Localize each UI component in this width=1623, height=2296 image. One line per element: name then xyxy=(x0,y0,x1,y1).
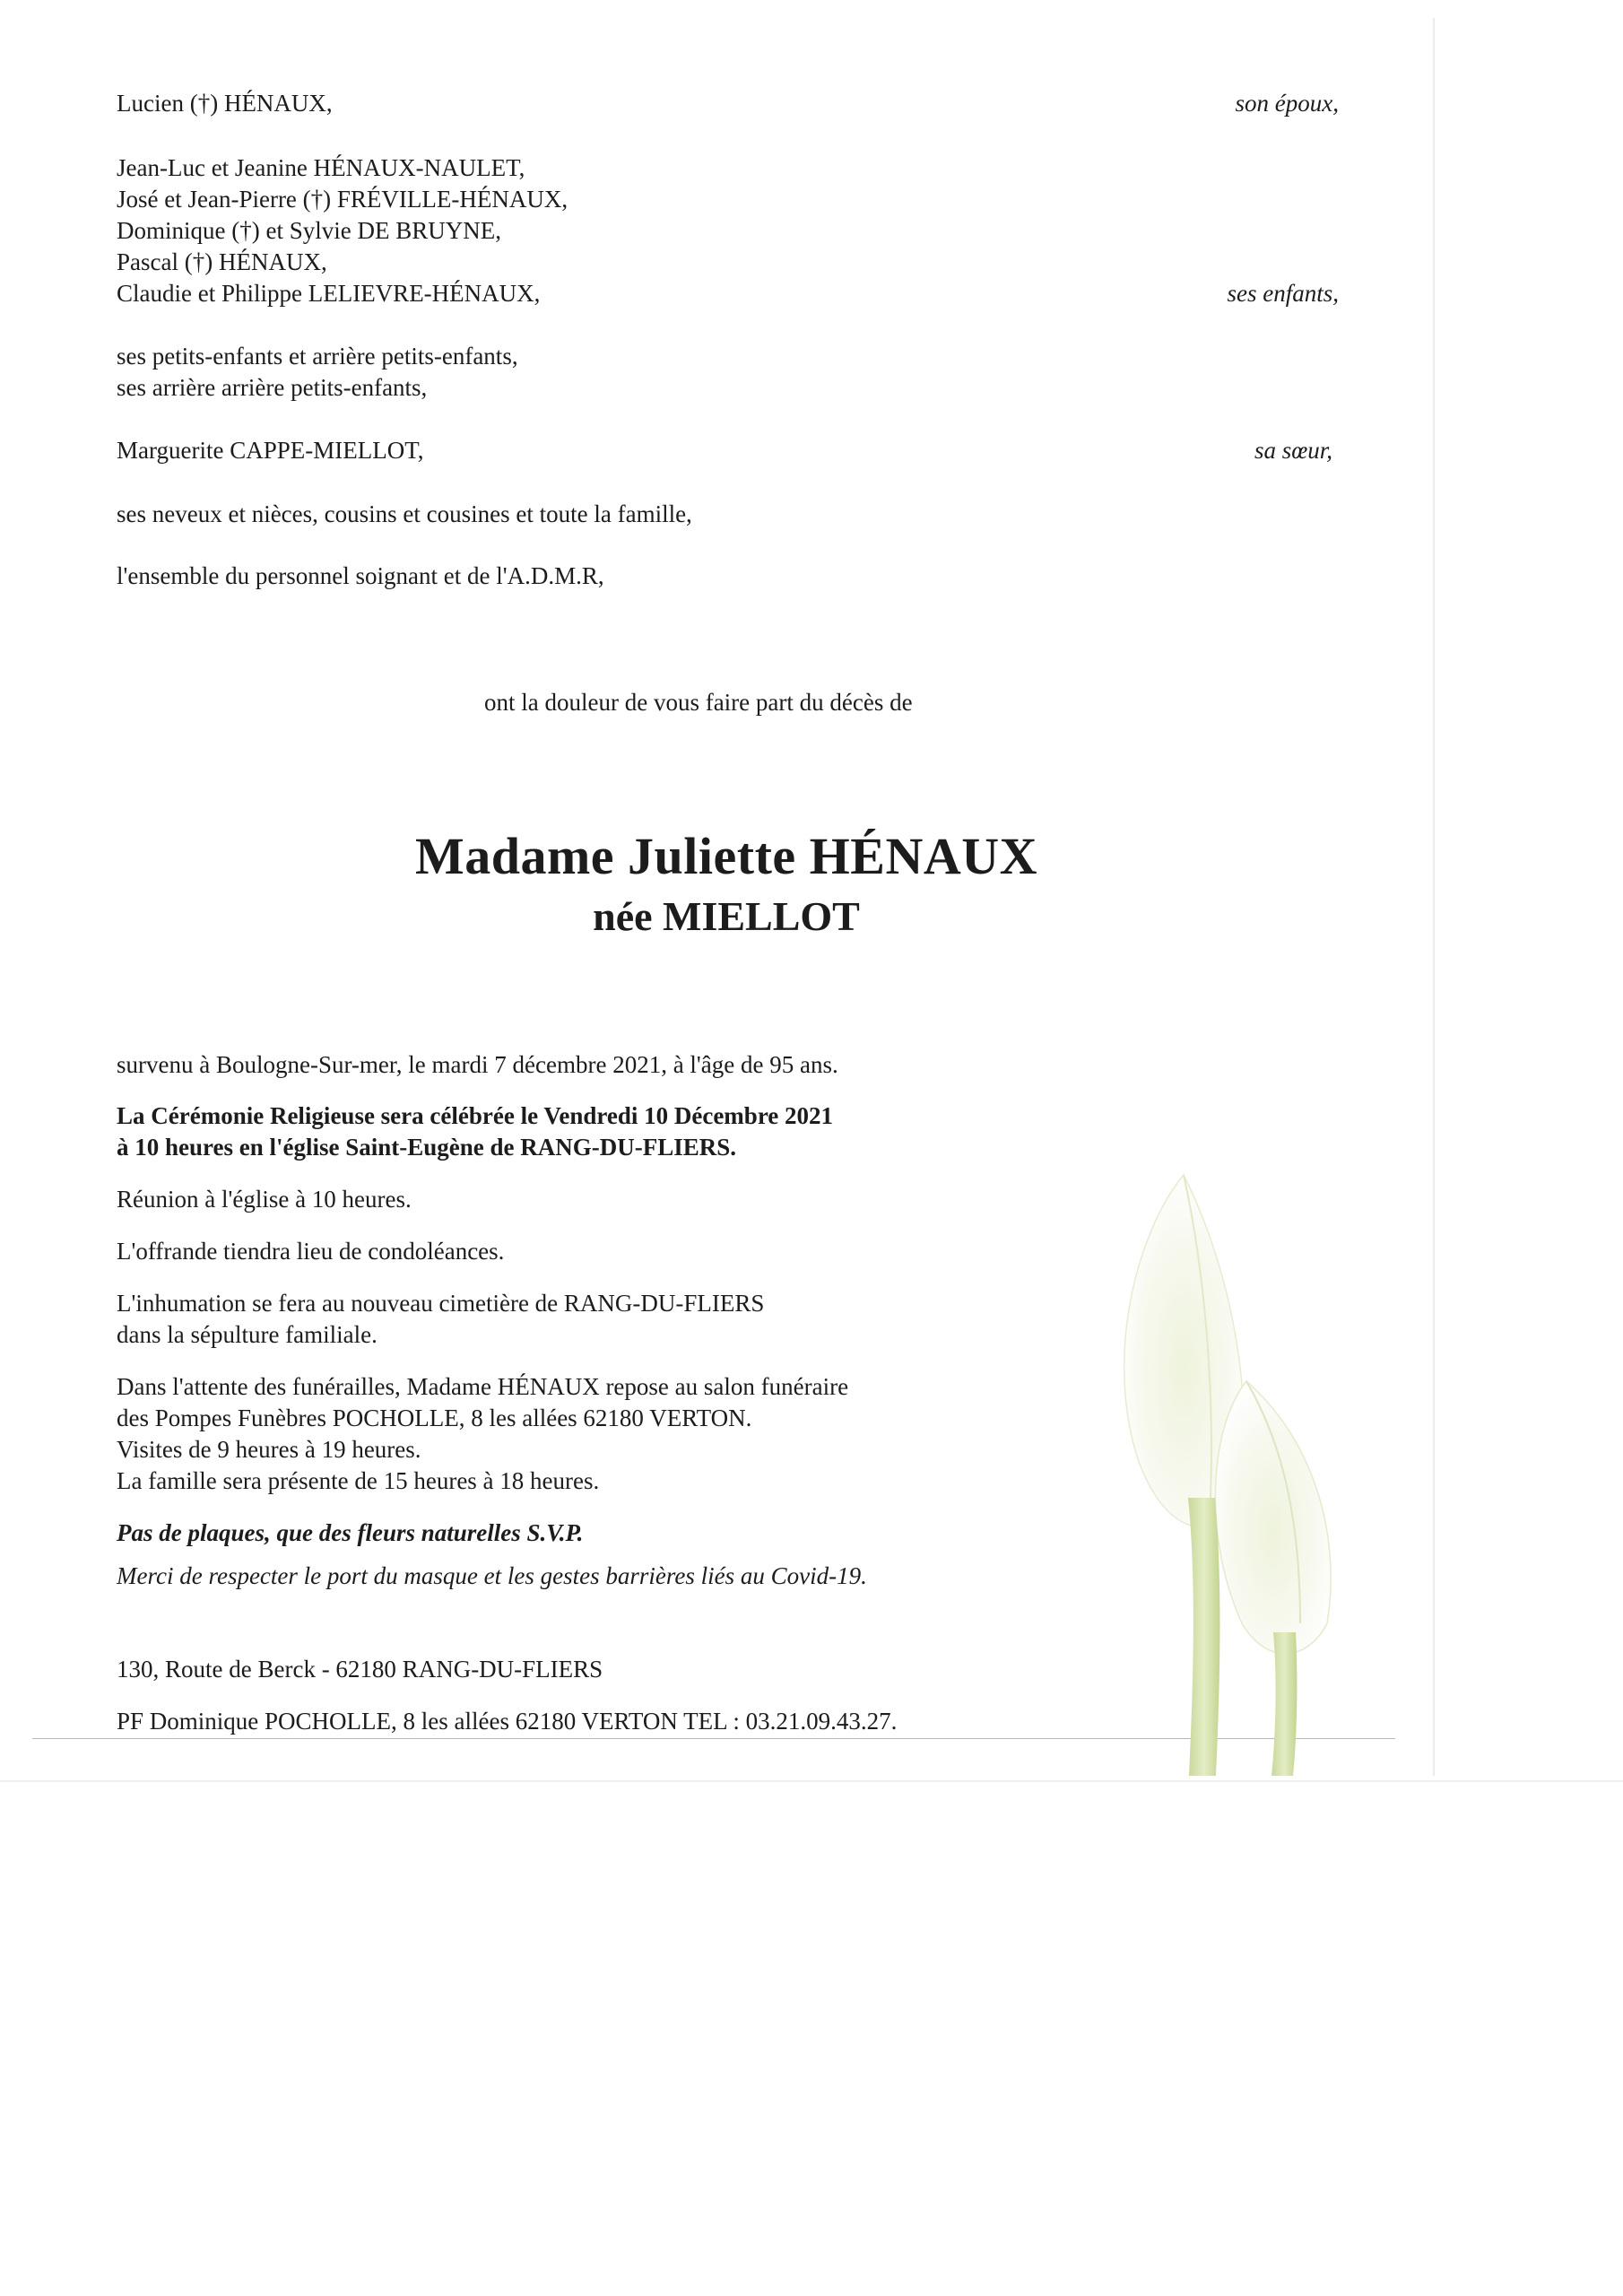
wake-line: La famille sera présente de 15 heures à 18 heures. xyxy=(117,1467,600,1494)
staff-line: l'ensemble du personnel soignant et de l'A.D.M.R, xyxy=(117,562,604,589)
burial-line: L'inhumation se fera au nouveau cimetière de RANG-DU-FLIERS xyxy=(117,1290,765,1317)
spouse-name: Lucien (†) HÉNAUX, xyxy=(117,90,333,117)
offering-line: L'offrande tiendra lieu de condoléances. xyxy=(117,1238,505,1265)
spouse-role: son époux, xyxy=(1235,90,1339,117)
relatives-line: ses neveux et nièces, cousins et cousines et toute la famille, xyxy=(117,500,692,527)
deceased-name: Madame Juliette HÉNAUX xyxy=(414,827,1037,885)
paper-fold-horizontal xyxy=(0,1780,1623,1782)
grandchildren-line: ses petits-enfants et arrière petits-enfants, xyxy=(117,343,518,370)
child-line: Claudie et Philippe LELIEVRE-HÉNAUX, xyxy=(117,280,541,307)
wake-line: Dans l'attente des funérailles, Madame HÉNAUX repose au salon funéraire xyxy=(117,1373,849,1400)
ceremony-line: à 10 heures en l'église Saint-Eugène de RANG-DU-FLIERS. xyxy=(117,1134,737,1161)
funeral-home-contact: PF Dominique POCHOLLE, 8 les allées 62180 VERTON TEL : 03.21.09.43.27. xyxy=(117,1708,898,1735)
wake-line: des Pompes Funèbres POCHOLLE, 8 les allées 62180 VERTON. xyxy=(117,1405,752,1431)
child-line: Jean-Luc et Jeanine HÉNAUX-NAULET, xyxy=(117,154,525,181)
death-details: survenu à Boulogne-Sur-mer, le mardi 7 décembre 2021, à l'âge de 95 ans. xyxy=(117,1051,838,1078)
ceremony-line: La Cérémonie Religieuse sera célébrée le Vendredi 10 Décembre 2021 xyxy=(117,1102,834,1129)
flowers-note: Pas de plaques, que des fleurs naturelles S.V.P. xyxy=(117,1519,584,1546)
sister-name: Marguerite CAPPE-MIELLOT, xyxy=(117,437,424,464)
grandchildren-line: ses arrière arrière petits-enfants, xyxy=(117,374,428,401)
burial-line: dans la sépulture familiale. xyxy=(117,1321,378,1348)
calla-lily-image xyxy=(1031,1121,1408,1776)
child-line: Pascal (†) HÉNAUX, xyxy=(117,248,327,275)
covid-note: Merci de respecter le port du masque et les gestes barrières liés au Covid-19. xyxy=(117,1562,867,1589)
child-line: José et Jean-Pierre (†) FRÉVILLE-HÉNAUX, xyxy=(117,186,568,213)
deceased-maiden-name: née MIELLOT xyxy=(593,893,860,939)
announcement-line: ont la douleur de vous faire part du décès de xyxy=(484,689,913,716)
sister-role: sa sœur, xyxy=(1254,437,1332,464)
wake-line: Visites de 9 heures à 19 heures. xyxy=(117,1436,421,1463)
child-line: Dominique (†) et Sylvie DE BRUYNE, xyxy=(117,217,501,244)
family-address: 130, Route de Berck - 62180 RANG-DU-FLIERS xyxy=(117,1656,603,1683)
children-role: ses enfants, xyxy=(1227,280,1339,307)
meeting-line: Réunion à l'église à 10 heures. xyxy=(117,1186,412,1213)
